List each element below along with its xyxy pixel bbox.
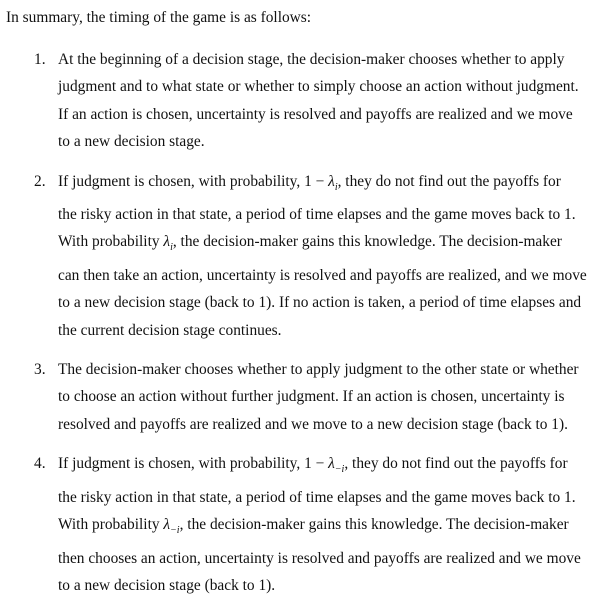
item-text-line: the risky action in that state, a period of time elapses and the game moves back to 1. [58, 488, 576, 506]
text-segment: , they do not find out the payoffs for [344, 455, 568, 473]
list-item-4 [0, 450, 606, 599]
item-number: 2. [34, 172, 46, 190]
item-text-line: At the beginning of a decision stage, the decision-maker chooses whether to apply [58, 51, 565, 68]
item-number: 3. [34, 361, 46, 379]
item-text-line [58, 511, 606, 544]
list-item-3 [0, 356, 606, 438]
item-text-line: to choose an action without further judgment. If an action is chosen, uncertainty is [58, 388, 565, 406]
item-text-line: The decision-maker chooses whether to apply judgment to the other state or whether [58, 361, 579, 379]
item-text-line: to a new decision stage (back to 1). If no action is taken, a period of time elapses and [58, 294, 582, 312]
item-text-line: then chooses an action, uncertainty is resolved and payoffs are realized and we move [58, 549, 581, 567]
text-segment: If judgment is chosen, with probability, 1 − [58, 455, 329, 473]
item-text-line: can then take an action, uncertainty is resolved and payoffs are realized, and we move [58, 266, 587, 284]
list-item-1 [0, 46, 606, 156]
item-text-line: resolved and payoffs are realized and we move to a new decision stage (back to 1). [58, 415, 568, 433]
item-text-line [58, 168, 606, 201]
intro-paragraph: In summary, the timing of the game is as follows: [6, 9, 312, 26]
item-text-line: the current decision stage continues. [58, 321, 282, 339]
item-text-line: judgment and to what state or whether to simply choose an action without judgment. [58, 78, 579, 96]
item-text-line: If an action is chosen, uncertainty is resolved and payoffs are realized and we move [58, 105, 573, 123]
text-segment: , the decision-maker gains this knowledge. The decision-maker [172, 233, 562, 251]
lambda-symbol: λ [163, 233, 171, 251]
lambda-subscript: −i [334, 464, 345, 476]
lambda-subscript: i [334, 181, 338, 193]
item-text-line: to a new decision stage. [58, 133, 205, 151]
text-segment: With probability [58, 516, 164, 534]
lambda-subscript: i [170, 242, 173, 254]
lambda-symbol: λ [328, 172, 335, 190]
text-segment: If judgment is chosen, with probability, 1 − [58, 172, 329, 190]
text-segment: With probability [58, 233, 164, 251]
list-item-2 [0, 168, 606, 344]
lambda-symbol: λ [328, 455, 335, 473]
lambda-subscript: −i [170, 525, 180, 537]
item-text-line [58, 228, 606, 261]
item-text-line [58, 450, 606, 483]
text-segment: , they do not find out the payoffs for [337, 172, 561, 190]
item-number: 4. [34, 455, 46, 473]
item-text-line: the risky action in that state, a period of time elapses and the game moves back to 1. [58, 206, 576, 224]
lambda-symbol: λ [163, 516, 171, 534]
text-segment: , the decision-maker gains this knowledge. The decision-maker [179, 516, 569, 534]
timing-list [0, 46, 606, 611]
item-text-line: to a new decision stage (back to 1). [58, 576, 276, 594]
item-number: 1. [34, 51, 46, 68]
